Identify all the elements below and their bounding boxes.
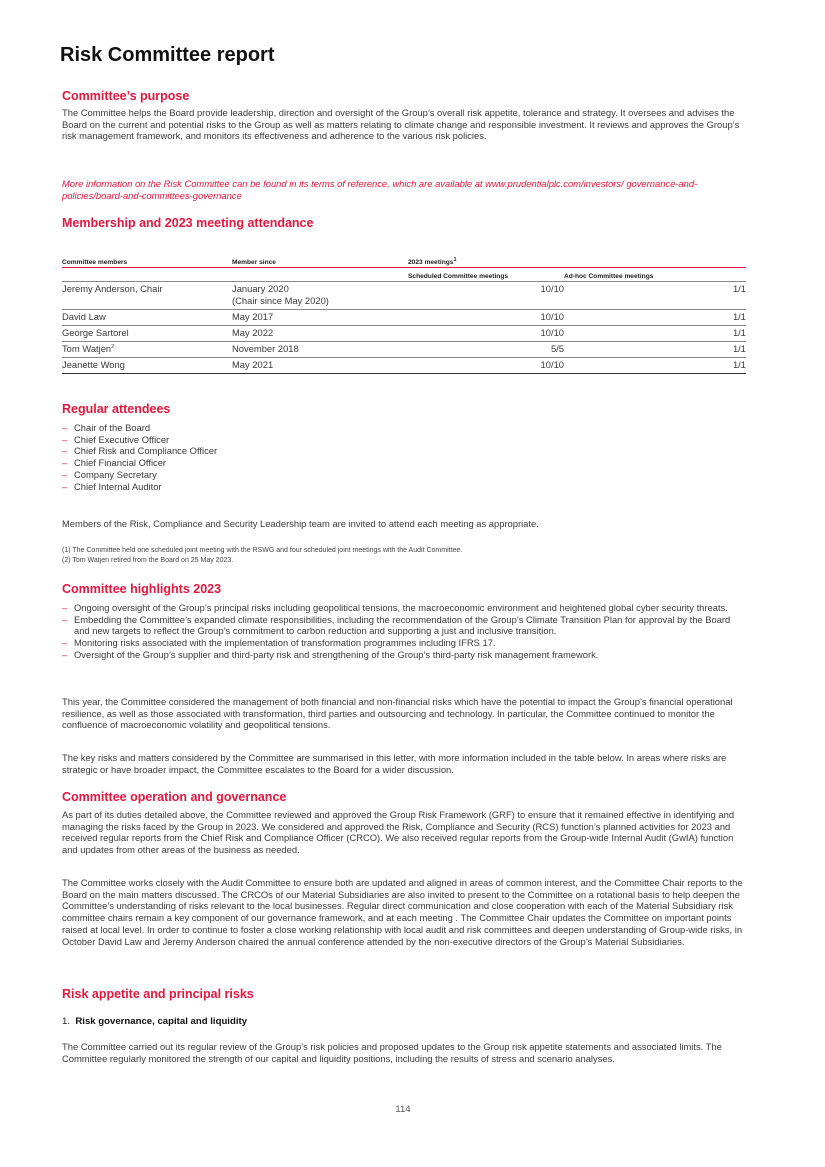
member-name: George Sartorel	[62, 326, 232, 342]
member-name: Jeanette Wong	[62, 358, 232, 374]
col-header-members: Committee members	[62, 254, 232, 268]
footnote-1: (1) The Committee held one scheduled joint meeting with the RSWG and four scheduled joint meetings with the Audit Committee.	[62, 547, 463, 554]
list-item: – Embedding the Committee’s expanded climate responsibilities, including the recommendation of the Group’s Climate Transition Plan for approval by the Board and new targets to reflect the Group’s commitment to carbon reduction and supporting a just and inclusive transition.	[62, 613, 731, 637]
appetite-heading: Risk appetite and principal risks	[62, 987, 254, 1001]
scheduled-attendance: 10/10	[408, 282, 564, 310]
list-item: – Chief Executive Officer	[62, 433, 170, 445]
member-since: November 2018	[232, 342, 408, 358]
table-row	[62, 282, 746, 310]
list-item: – Chief Risk and Compliance Officer	[62, 445, 218, 457]
col-header-scheduled: Scheduled Committee meetings	[408, 273, 509, 280]
operation-para-2: The Committee works closely with the Audit Committee to ensure both are updated and aligned in areas of common interest, and the Committee Chair reports to the Board on the main matters discussed. The CRCOs of our Material Subsidiaries are also invited to present to the Committee on a rotational basis to help deepen the Committee’s understanding of risks relevant to the local businesses. Regular direct communication and close cooperation with each of the Material Subsidiary risk committee chairs remain a key component of our governance framework, and at each meeting . The Committee Chair updates the Committee on important points raised at local level. In order to continue to foster a close working relationship with local audit and risk committees and deepen understanding of Group-wide risks, in October David Law and Jeremy Anderson chaired the annual conference attended by the non-executive directors of the Group’s Material Subsidiaries.	[62, 877, 743, 947]
attendees-note: Members of the Risk, Compliance and Security Leadership team are invited to attend each meeting as appropriate.	[62, 518, 539, 529]
member-since: May 2017	[232, 310, 408, 326]
attendees-list	[62, 422, 746, 492]
scheduled-attendance: 10/10	[408, 326, 564, 342]
list-item: – Chief Financial Officer	[62, 457, 167, 469]
list-item: – Chair of the Board	[62, 422, 151, 433]
list-item: – Oversight of the Group’s supplier and third-party risk and strengthening of the Group’s third-party risk management framework.	[62, 648, 599, 660]
list-item: – Ongoing oversight of the Group’s principal risks including geopolitical tensions, the macroeconomic environment and heightened global cyber security threats.	[62, 602, 728, 613]
terms-of-reference-link[interactable]: More information on the Risk Committee can be found in its terms of reference, which are available at www.prudentialplc.com/investors/ governance-and-policies/board-and-committees-governance	[62, 178, 698, 201]
col-header-since: Member since	[232, 254, 408, 268]
member-name: Tom Watjen$^2$	[62, 342, 232, 358]
membership-heading: Membership and 2023 meeting attendance	[62, 216, 314, 230]
adhoc-attendance: 1/1	[564, 326, 746, 342]
adhoc-attendance: 1/1	[564, 310, 746, 326]
adhoc-attendance: 1/1	[564, 282, 746, 310]
page-number: 114	[395, 1104, 411, 1115]
scheduled-attendance: 10/10	[408, 358, 564, 374]
table-row	[62, 342, 746, 358]
member-since: January 2020 (Chair since May 2020)	[232, 282, 408, 310]
col-header-adhoc: Ad-hoc Committee meetings	[564, 273, 654, 280]
list-item: – Chief Internal Auditor	[62, 480, 162, 492]
footnote-2: (2) Tom Watjen retired from the Board on 25 May 2023.	[62, 557, 234, 564]
member-since: May 2022	[232, 326, 408, 342]
scheduled-attendance: 10/10	[408, 310, 564, 326]
highlights-para-1: This year, the Committee considered the management of both financial and non-financial risks which have the potential to impact the Group’s financial operational resilience, as well as those associated with transformation, third parties and outsourcing and technology. In particular, the Committee continued to monitor the confluence of macroeconomic volatility and geopolitical tensions.	[62, 696, 733, 731]
adhoc-attendance: 1/1	[564, 342, 746, 358]
member-name: Jeremy Anderson, Chair	[62, 282, 232, 310]
attendees-heading: Regular attendees	[62, 402, 171, 416]
operation-heading: Committee operation and governance	[62, 790, 287, 804]
table-row	[62, 326, 746, 342]
table-row	[62, 310, 746, 326]
list-item: – Monitoring risks associated with the implementation of transformation programmes including IFRS 17.	[62, 637, 496, 649]
table-header-row	[62, 254, 746, 268]
table-row	[62, 358, 746, 374]
appetite-para: The Committee carried out its regular review of the Group’s risk policies and proposed updates to the Group risk appetite statements and associated limits. The Committee regularly monitored the strength of our capital and liquidity positions, including the results of stress and scenario analyses.	[62, 1041, 722, 1064]
purpose-heading: Committee’s purpose	[62, 89, 190, 103]
operation-para-1: As part of its duties detailed above, the Committee reviewed and approved the Group Risk Framework (GRF) to ensure that it remained effective in identifying and managing the risks faced by the Group in 2023. We considered and approved the Risk, Compliance and Security (RCS) function’s planned activities for 2023 and received regular reports from the Chief Risk and Compliance Officer (CRCO). We also received regular reports from the Group-wide Internal Audit (GwIA) function and updates from other areas of the business as needed.	[62, 809, 735, 856]
risk-governance-item: 1. Risk governance, capital and liquidity	[62, 1016, 248, 1027]
page-title: Risk Committee report	[60, 44, 275, 66]
attendance-table	[62, 254, 746, 374]
highlights-list	[62, 602, 746, 661]
member-name: David Law	[62, 310, 232, 326]
purpose-body: The Committee helps the Board provide leadership, direction and oversight of the Group’s overall risk appetite, tolerance and strategy. It oversees and advises the Board on the current and potential risks to the Group as well as matters relating to climate change and responsible investment. It reviews and approves the Group’s risk management framework, and monitors its effectiveness and adherence to the various risk policies.	[62, 107, 740, 142]
table-subheader-row	[62, 268, 746, 282]
col-header-meetings: 2023 meetings$^1$	[408, 254, 564, 268]
member-since: May 2021	[232, 358, 408, 374]
highlights-heading: Committee highlights 2023	[62, 582, 222, 596]
scheduled-attendance: 5/5	[408, 342, 564, 358]
adhoc-attendance: 1/1	[564, 358, 746, 374]
list-item: – Company Secretary	[62, 468, 157, 480]
highlights-para-2: The key risks and matters considered by the Committee are summarised in this letter, with more information included in the table below. In areas where risks are strategic or have broader impact, the Committee escalates to the Board for a wider discussion.	[62, 752, 727, 775]
